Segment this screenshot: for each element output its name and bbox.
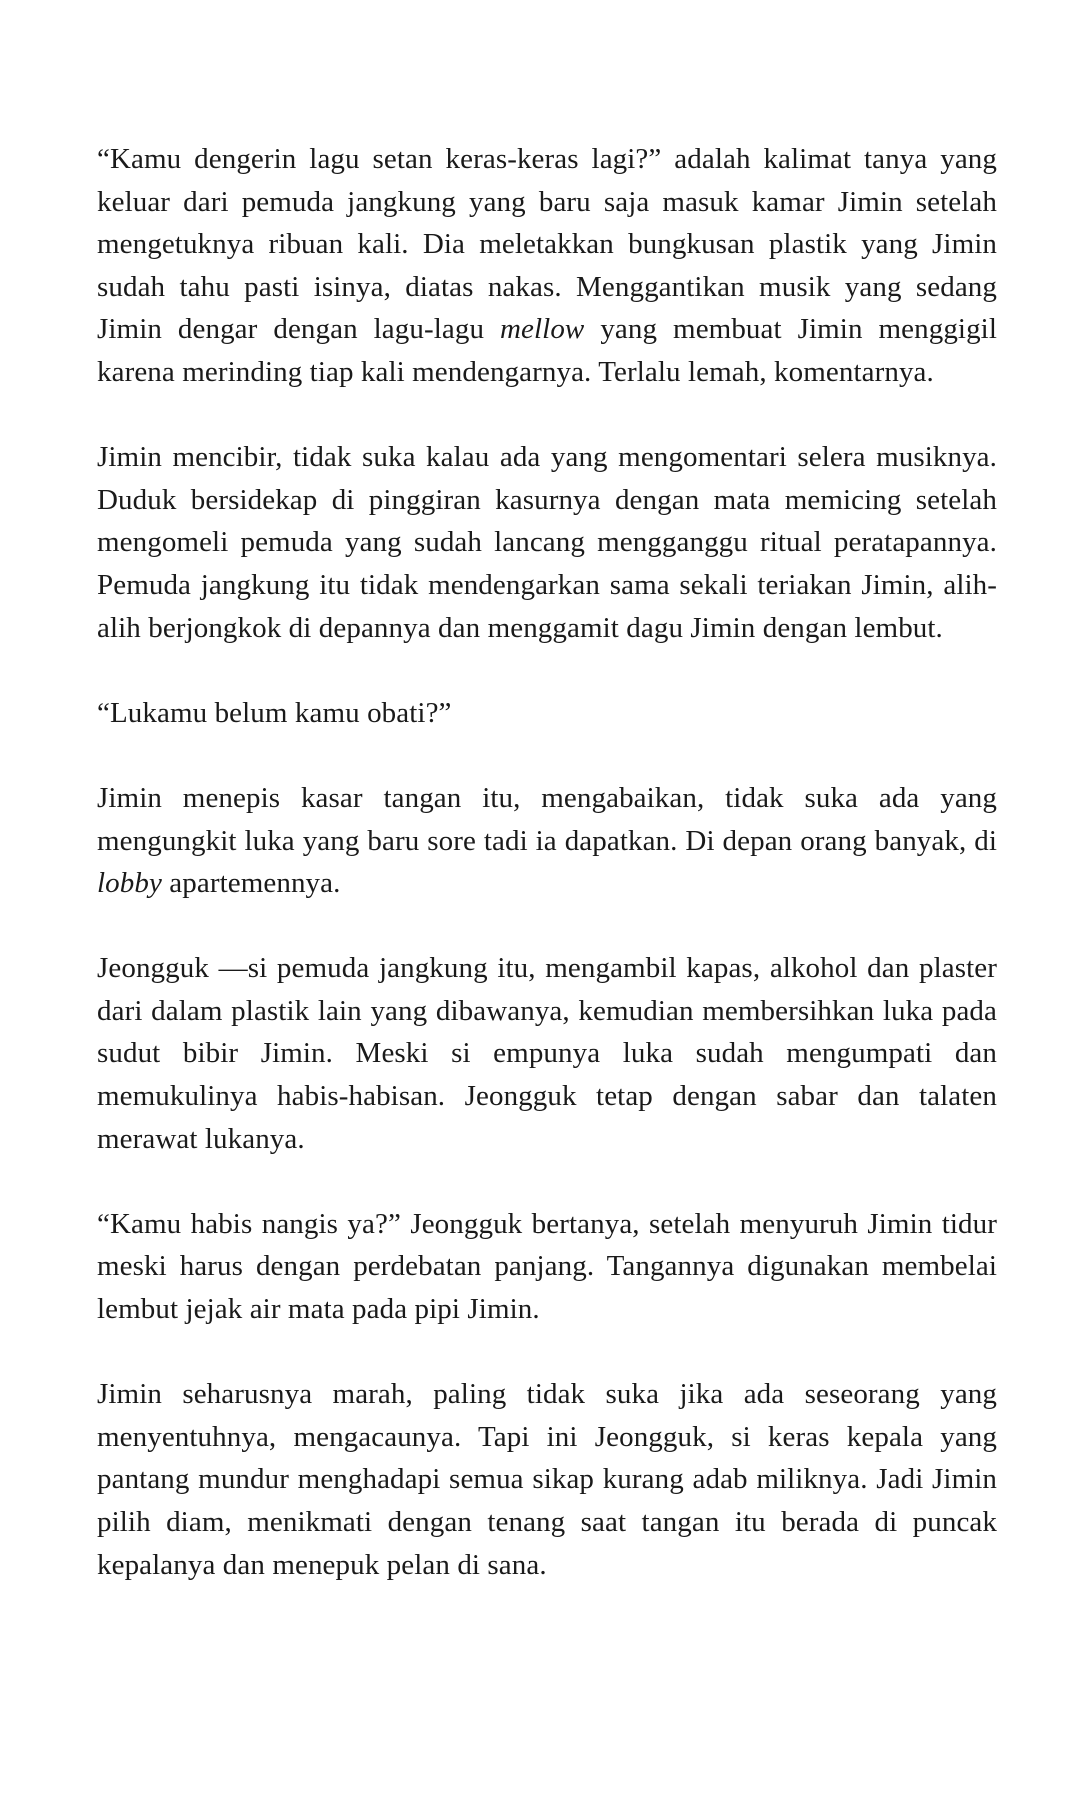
paragraph-2: Jimin mencibir, tidak suka kalau ada yang mengomentari selera musiknya. Duduk bersidekap di pinggiran kasurnya dengan mata memicing setelah mengomeli pemuda yang sudah lancang mengganggu ritual peratapannya. Pemuda jangkung itu tidak mendengarkan sama sekali teriakan Jimin, alih-alih berjongkok di depannya dan menggamit dagu Jimin dengan lembut. xyxy=(97,441,997,644)
paragraph-4 xyxy=(97,777,997,905)
paragraph-5: Jeongguk —si pemuda jangkung itu, mengambil kapas, alkohol dan plaster dari dalam plastik lain yang dibawanya, kemudian membersihkan luka pada sudut bibir Jimin. Meski si empunya luka sudah mengumpati dan memukulinya habis-habisan. Jeongguk tetap dengan sabar dan talaten merawat lukanya. xyxy=(97,952,997,1155)
document-page xyxy=(97,138,997,1586)
paragraph-4-italic-lobby: lobby xyxy=(97,867,162,900)
paragraph-3-dialogue: “Lukamu belum kamu obati?” xyxy=(97,696,452,729)
paragraph-1-text-a: “Kamu dengerin lagu setan keras-keras lagi?” adalah kalimat tanya yang keluar dari pemuda jangkung yang baru saja masuk kamar Jimin setelah mengetuknya ribuan kali. Dia meletakkan bungkusan plastik yang Jimin sudah tahu pasti isinya, diatas nakas. Menggantikan musik yang sedang Jimin dengar dengan lagu-lagu xyxy=(97,143,997,346)
paragraph-1-text-b: yang membuat Jimin menggigil karena merinding tiap kali mendengarnya. Terlalu lemah, komentarnya. xyxy=(97,313,997,388)
paragraph-1-italic-mellow: mellow xyxy=(500,313,585,346)
paragraph-4-text-b: apartemennya. xyxy=(161,867,341,900)
paragraph-1 xyxy=(97,138,997,394)
paragraph-4-text-a: Jimin menepis kasar tangan itu, mengabaikan, tidak suka ada yang mengungkit luka yang baru sore tadi ia dapatkan. Di depan orang banyak, di xyxy=(97,781,997,857)
paragraph-7: Jimin seharusnya marah, paling tidak suka jika ada seseorang yang menyentuhnya, mengacaunya. Tapi ini Jeongguk, si keras kepala yang pantang mundur menghadapi semua sikap kurang adab miliknya. Jadi Jimin pilih diam, menikmati dengan tenang saat tangan itu berada di puncak kepalanya dan menepuk pelan di sana. xyxy=(97,1378,997,1581)
paragraph-6: “Kamu habis nangis ya?” Jeongguk bertanya, setelah menyuruh Jimin tidur meski harus dengan perdebatan panjang. Tangannya digunakan membelai lembut jejak air mata pada pipi Jimin. xyxy=(97,1207,997,1326)
